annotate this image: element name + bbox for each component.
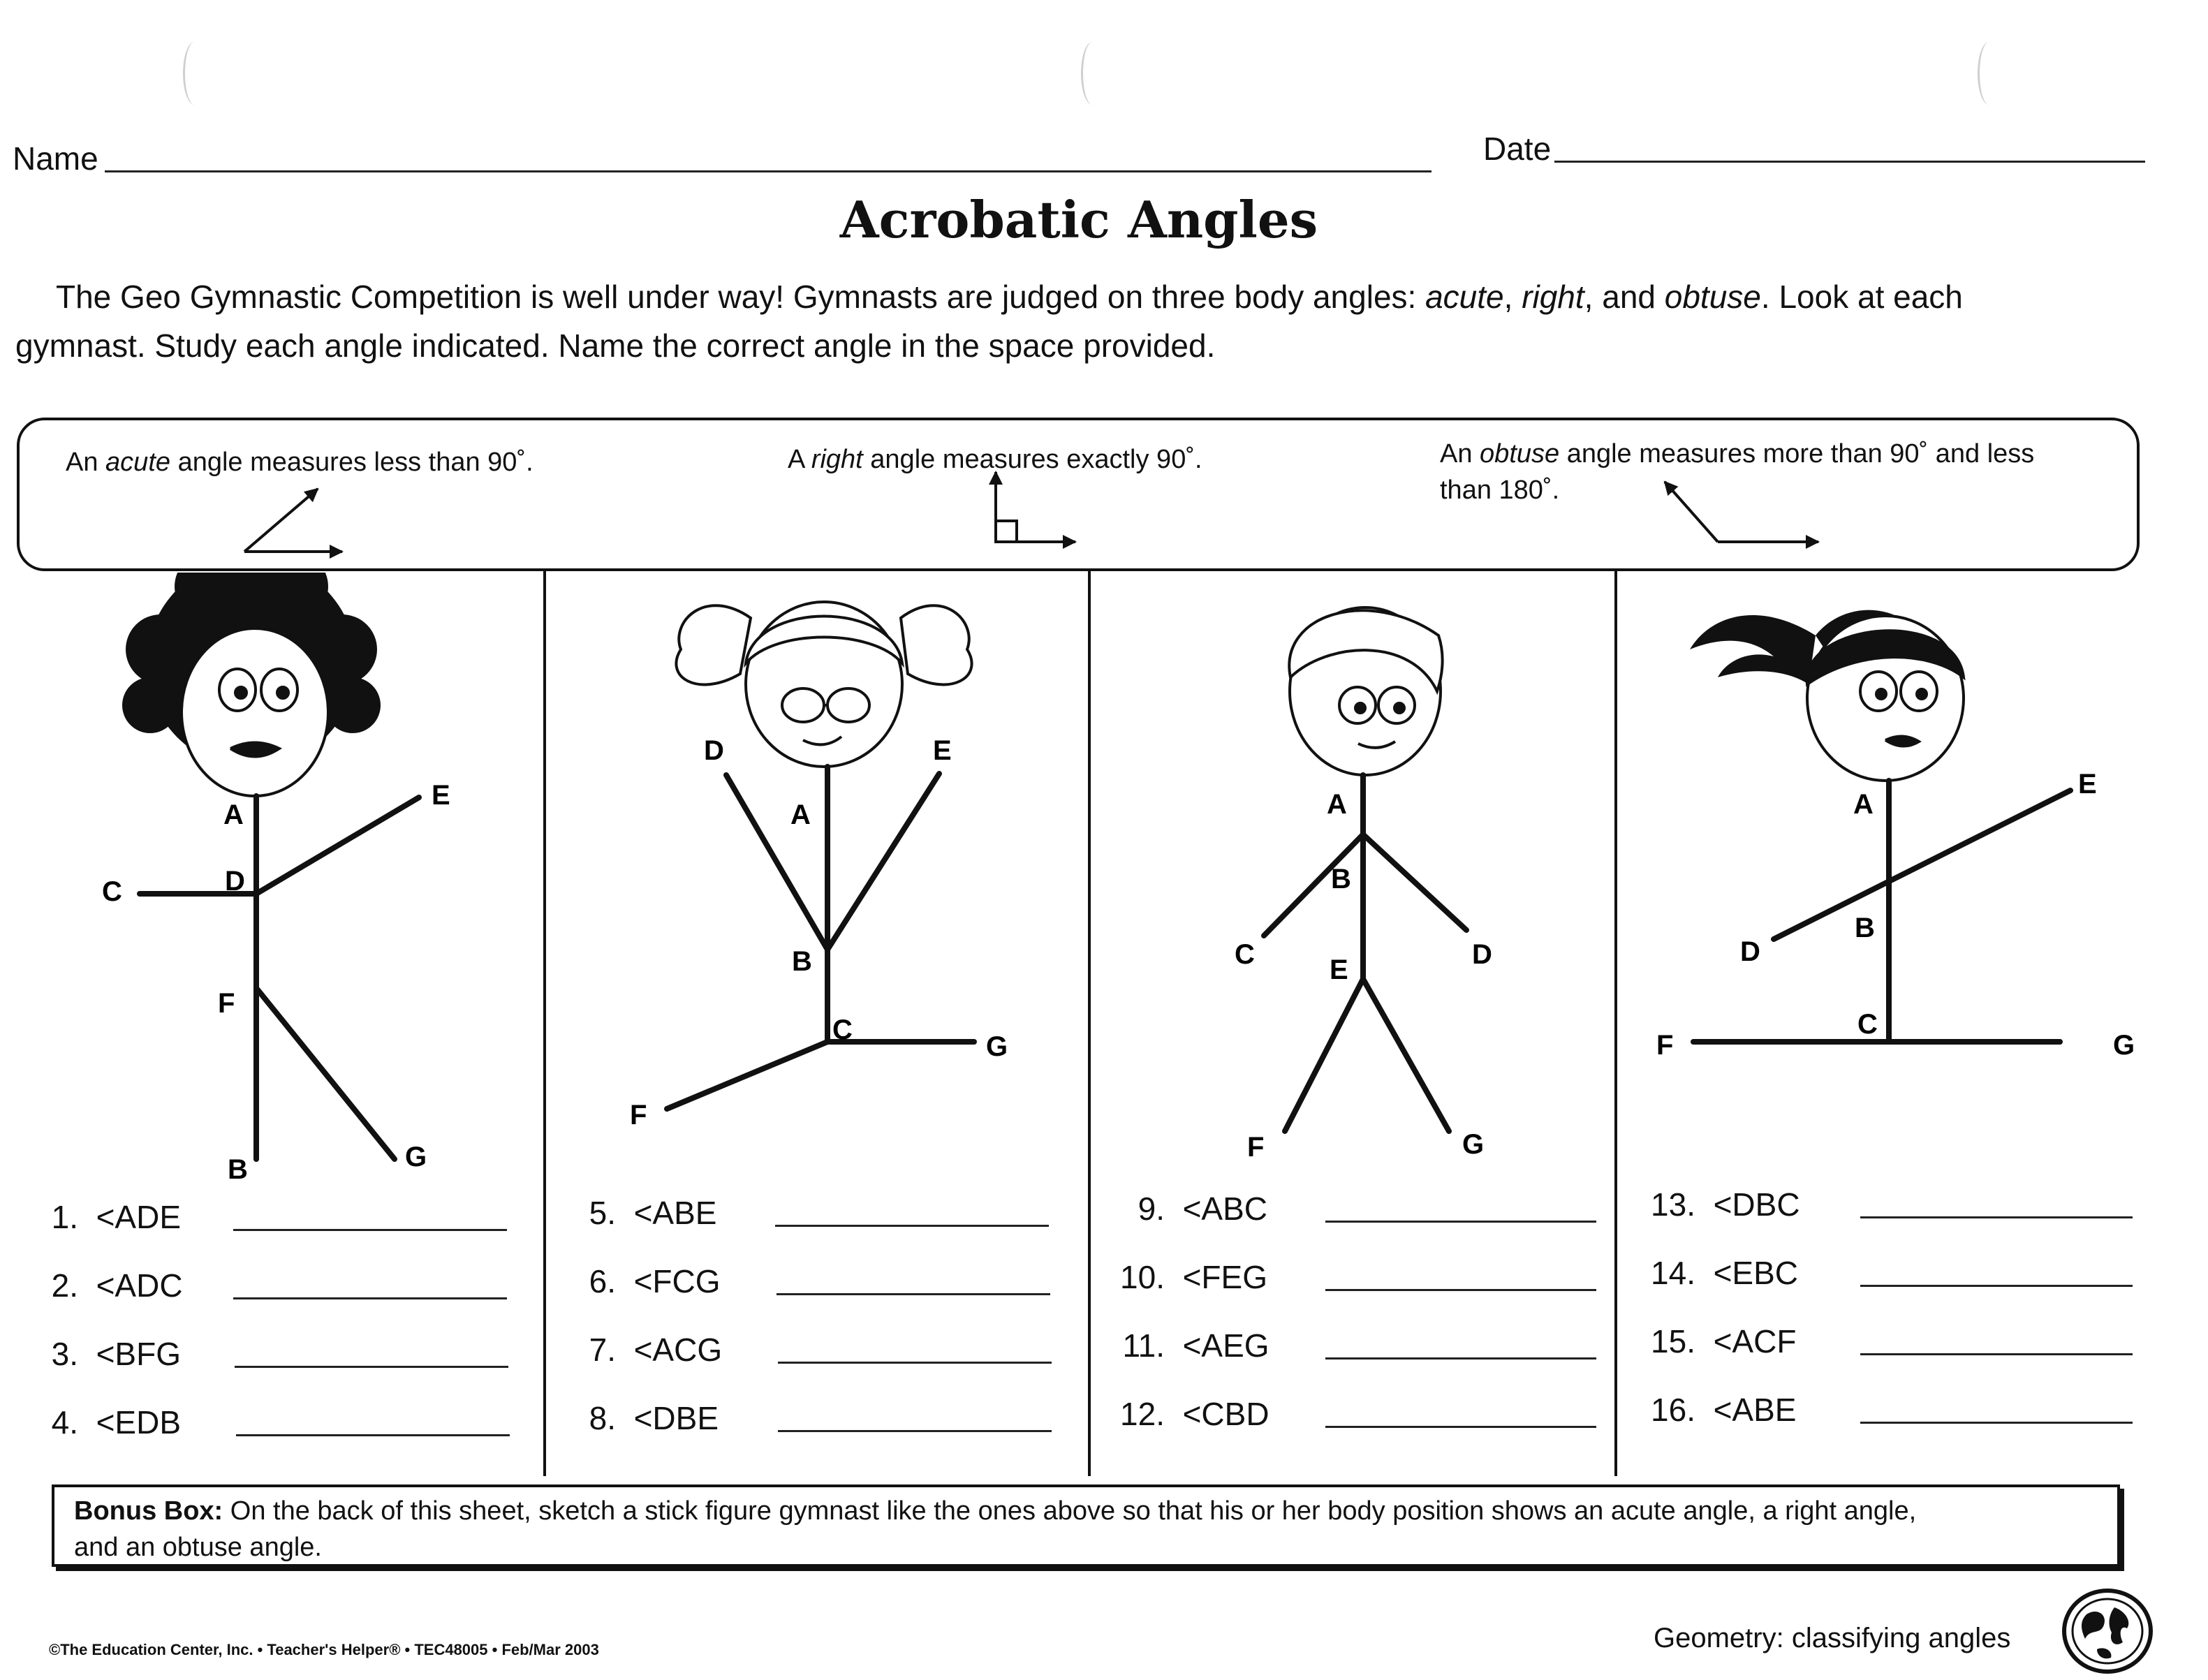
point-label-g: G: [1462, 1129, 1485, 1160]
intro-line-2: gymnast. Study each angle indicated. Name the correct angle in the space provided.: [15, 327, 1216, 364]
question-angle: <BFG: [96, 1336, 181, 1372]
face-icon: [182, 628, 328, 796]
gymnast-figure-4: [1656, 610, 2135, 1061]
answer-line-13[interactable]: [1860, 1216, 2133, 1218]
gymnast-figure-1: [102, 573, 450, 1185]
obtuse-angle-icon: [1665, 482, 1818, 542]
point-label-b: B: [1331, 864, 1351, 894]
question-7: [577, 1331, 722, 1369]
globe-icon: [2059, 1586, 2163, 1676]
question-angle: <EDB: [96, 1404, 182, 1440]
point-label-f: F: [630, 1100, 647, 1130]
answer-line-7[interactable]: [778, 1362, 1052, 1364]
question-number: 16.: [1651, 1392, 1695, 1428]
intro-sep: ,: [1503, 279, 1522, 315]
answer-line-4[interactable]: [236, 1434, 510, 1436]
question-number: 7.: [589, 1332, 616, 1368]
question-number: 3.: [51, 1336, 78, 1372]
def-text: An: [1440, 439, 1480, 469]
answer-line-16[interactable]: [1860, 1422, 2133, 1424]
question-9: [1107, 1190, 1267, 1228]
question-angle: <ADE: [96, 1199, 182, 1235]
point-label-g: G: [986, 1031, 1008, 1062]
def-text: angle measures exactly 90˚.: [862, 445, 1202, 474]
face-icon: [1807, 616, 1964, 781]
question-number: 12.: [1120, 1396, 1165, 1432]
figure-lines: [667, 767, 974, 1109]
acute-angle-icon: [244, 489, 342, 552]
question-angle: <FCG: [633, 1263, 721, 1299]
def-text: than 180˚.: [1440, 476, 1560, 505]
point-label-d: D: [704, 735, 724, 766]
def-text: A: [788, 445, 811, 474]
question-4: [39, 1403, 181, 1441]
question-10: [1107, 1258, 1267, 1296]
question-angle: <EBC: [1713, 1255, 1799, 1291]
bonus-text: [74, 1493, 2098, 1565]
question-16: [1638, 1391, 1796, 1429]
point-label-d: D: [225, 866, 245, 897]
question-angle: <ADC: [96, 1267, 183, 1304]
point-label-c: C: [832, 1015, 853, 1045]
answer-line-12[interactable]: [1325, 1426, 1596, 1428]
question-number: 2.: [51, 1267, 78, 1304]
face-icon: [1289, 607, 1442, 775]
gymnast-figures: [0, 573, 2208, 1187]
point-label-d: D: [1472, 939, 1492, 970]
intro-obtuse: obtuse: [1664, 279, 1761, 315]
def-term: right: [811, 445, 863, 474]
question-angle: <ABE: [1713, 1392, 1797, 1428]
bonus-body-line-2: and an obtuse angle.: [74, 1533, 322, 1562]
point-label-a: A: [1327, 789, 1347, 820]
answer-line-8[interactable]: [778, 1430, 1052, 1432]
answer-line-14[interactable]: [1860, 1285, 2133, 1287]
intro-sep: , and: [1584, 279, 1665, 315]
def-term: acute: [105, 448, 171, 477]
point-label-b: B: [792, 946, 812, 977]
question-number: 8.: [589, 1400, 616, 1436]
question-angle: <AEG: [1182, 1327, 1269, 1364]
intro-text: The Geo Gymnastic Competition is well under way! Gymnasts are judged on three body angles:: [56, 279, 1426, 315]
question-number: 15.: [1651, 1323, 1695, 1360]
name-label: Name: [13, 140, 98, 177]
def-text: angle measures less than 90˚.: [170, 448, 533, 477]
question-2: [39, 1267, 183, 1304]
gymnast-figure-2: [630, 602, 1008, 1130]
question-angle: <DBE: [633, 1400, 719, 1436]
answer-line-11[interactable]: [1325, 1357, 1596, 1360]
point-label-f: F: [1247, 1132, 1265, 1163]
point-label-a: A: [223, 800, 244, 830]
point-label-e: E: [2078, 769, 2097, 800]
answer-line-5[interactable]: [775, 1225, 1049, 1227]
question-6: [577, 1262, 721, 1300]
question-8: [577, 1399, 719, 1437]
question-13: [1638, 1186, 1800, 1223]
question-angle: <CBD: [1182, 1396, 1269, 1432]
point-label-c: C: [102, 876, 122, 907]
question-angle: <DBC: [1713, 1186, 1800, 1223]
point-label-c: C: [1857, 1009, 1878, 1040]
intro-acute: acute: [1425, 279, 1504, 315]
point-label-f: F: [1656, 1030, 1674, 1061]
point-label-c: C: [1235, 939, 1255, 970]
date-label: Date: [1483, 131, 1552, 167]
point-label-a: A: [1853, 789, 1874, 820]
copyright-footer: ©The Education Center, Inc. • Teacher's Helper® • TEC48005 • Feb/Mar 2003: [49, 1641, 599, 1658]
question-11: [1107, 1327, 1269, 1364]
point-label-e: E: [1330, 955, 1348, 985]
question-number: 11.: [1122, 1327, 1165, 1364]
figure-lines: [140, 796, 419, 1159]
question-number: 9.: [1138, 1191, 1165, 1227]
question-number: 13.: [1651, 1186, 1695, 1223]
intro-text: . Look at each: [1760, 279, 1963, 315]
worksheet-title: Acrobatic Angles: [839, 190, 1318, 249]
point-label-f: F: [218, 988, 235, 1019]
point-label-e: E: [432, 780, 450, 811]
bonus-label: Bonus Box:: [74, 1496, 223, 1526]
skill-footer: Geometry: classifying angles: [1654, 1623, 2011, 1653]
answer-line-1[interactable]: [233, 1229, 507, 1231]
bonus-box: [52, 1484, 2120, 1567]
question-number: 14.: [1651, 1255, 1695, 1291]
question-angle: <ABC: [1182, 1191, 1268, 1227]
def-text: angle measures more than 90˚ and less: [1559, 439, 2035, 469]
question-3: [39, 1335, 181, 1373]
point-label-b: B: [228, 1154, 248, 1185]
question-number: 6.: [589, 1263, 616, 1299]
answer-line-2[interactable]: [233, 1297, 507, 1299]
point-label-a: A: [790, 800, 811, 830]
angle-examples: [0, 0, 2208, 594]
right-angle-icon: [996, 472, 1075, 542]
question-number: 4.: [51, 1404, 78, 1440]
question-5: [577, 1194, 716, 1232]
question-number: 1.: [51, 1199, 78, 1235]
question-angle: <ACG: [633, 1332, 723, 1368]
point-label-g: G: [2113, 1030, 2135, 1061]
point-label-g: G: [405, 1142, 427, 1172]
point-label-e: E: [933, 735, 952, 766]
answer-line-9[interactable]: [1325, 1221, 1596, 1223]
point-label-b: B: [1855, 913, 1875, 943]
answer-line-3[interactable]: [235, 1366, 508, 1368]
def-term: obtuse: [1480, 439, 1560, 469]
figure-lines: [1264, 775, 1466, 1131]
point-label-d: D: [1740, 936, 1760, 967]
question-1: [39, 1198, 181, 1236]
question-12: [1107, 1395, 1269, 1433]
face-icon: [746, 602, 902, 767]
question-angle: <ACF: [1713, 1323, 1797, 1360]
gymnast-figure-3: [1235, 607, 1492, 1163]
question-number: 10.: [1120, 1259, 1165, 1295]
intro-right: right: [1522, 279, 1584, 315]
question-number: 5.: [589, 1195, 616, 1231]
def-text: An: [66, 448, 106, 477]
figure-lines: [1693, 781, 2070, 1042]
answer-line-10[interactable]: [1325, 1289, 1596, 1291]
answer-line-6[interactable]: [777, 1293, 1050, 1295]
question-angle: <FEG: [1182, 1259, 1267, 1295]
question-15: [1638, 1322, 1796, 1360]
bonus-body: On the back of this sheet, sketch a stick figure gymnast like the ones above so that his or her body position shows an acute angle, a right angle,: [223, 1496, 1917, 1526]
question-14: [1638, 1254, 1798, 1292]
question-angle: <ABE: [633, 1195, 717, 1231]
answer-line-15[interactable]: [1860, 1353, 2133, 1355]
